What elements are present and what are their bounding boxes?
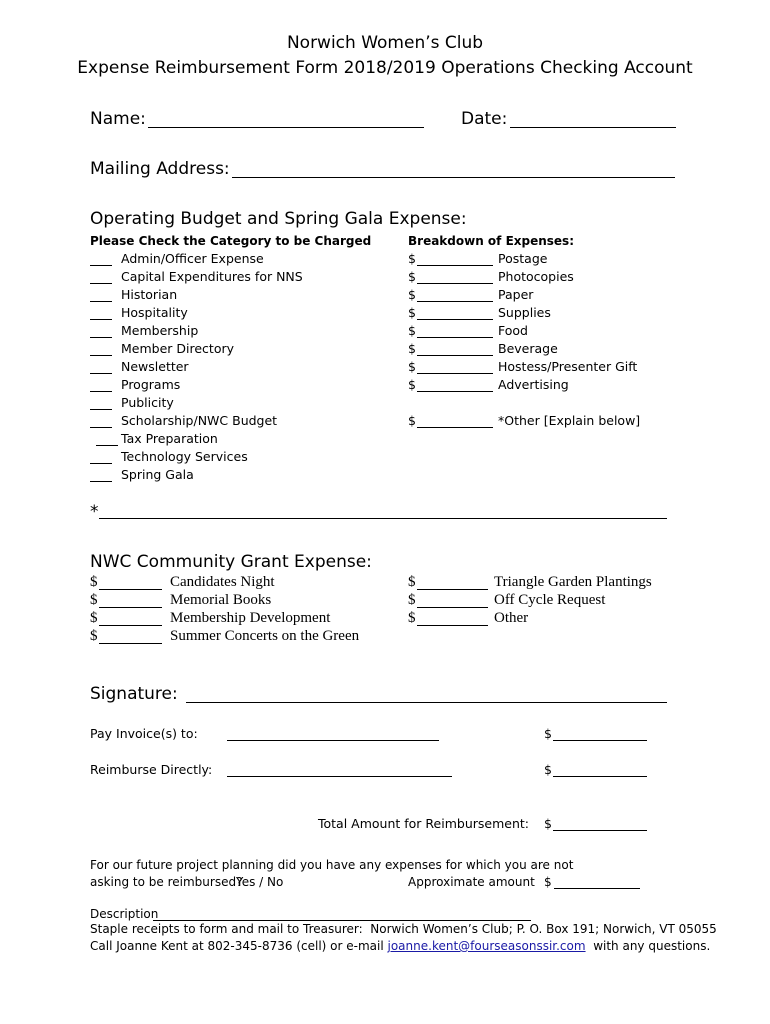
grant-item-label: Candidates Night	[170, 574, 275, 590]
date-label: Date:	[461, 109, 508, 129]
dollar-sign: $	[408, 323, 416, 338]
grant-amount-field[interactable]	[99, 589, 162, 590]
category-checkbox[interactable]	[90, 355, 112, 356]
grant-amount-field[interactable]	[417, 607, 488, 608]
reimburse-amount-field[interactable]	[553, 776, 647, 777]
dollar-sign: $	[90, 610, 98, 626]
dollar-sign: $	[408, 359, 416, 374]
category-checkbox[interactable]	[90, 373, 112, 374]
category-label: Technology Services	[121, 449, 248, 464]
approx-amount-label: Approximate amount	[408, 875, 535, 889]
contact-suffix: with any questions.	[593, 939, 711, 953]
reimburse-directly-label: Reimburse Directly:	[90, 762, 213, 777]
category-label: Hospitality	[121, 305, 188, 320]
category-checkbox[interactable]	[90, 283, 112, 284]
breakdown-label: Postage	[498, 251, 548, 266]
pay-invoice-field[interactable]	[227, 740, 439, 741]
date-field[interactable]	[510, 127, 676, 128]
category-label: Publicity	[121, 395, 174, 410]
dollar-sign: $	[408, 287, 416, 302]
yes-no-choice[interactable]: Yes / No	[236, 875, 284, 889]
breakdown-label: Supplies	[498, 305, 551, 320]
approx-amount-field[interactable]	[554, 888, 640, 889]
dollar-sign: $	[544, 816, 552, 831]
dollar-sign: $	[408, 377, 416, 392]
category-label: Historian	[121, 287, 178, 302]
asterisk: *	[90, 502, 99, 522]
grant-item-label: Memorial Books	[170, 592, 272, 608]
dollar-sign: $	[408, 574, 416, 590]
breakdown-amount-field[interactable]	[417, 283, 493, 284]
breakdown-amount-field[interactable]	[417, 373, 493, 374]
breakdown-amount-field[interactable]	[417, 301, 493, 302]
dollar-sign: $	[544, 726, 552, 741]
breakdown-heading: Breakdown of Expenses:	[408, 234, 574, 248]
breakdown-label: Photocopies	[498, 269, 574, 284]
grant-item-label: Other	[494, 610, 529, 626]
breakdown-amount-field[interactable]	[417, 319, 493, 320]
grant-item-label: Membership Development	[170, 610, 331, 626]
contact-text: Call Joanne Kent at 802-345-8736 (cell) or e-mail	[90, 939, 384, 953]
pay-invoice-label: Pay Invoice(s) to:	[90, 726, 198, 741]
category-label: Capital Expenditures for NNS	[121, 269, 303, 284]
grant-item-label: Triangle Garden Plantings	[494, 574, 652, 590]
dollar-sign: $	[408, 269, 416, 284]
category-label: Scholarship/NWC Budget	[121, 413, 278, 428]
grant-amount-field[interactable]	[99, 643, 162, 644]
category-label: Programs	[121, 377, 181, 392]
breakdown-amount-field[interactable]	[417, 355, 493, 356]
category-checkbox[interactable]	[90, 301, 112, 302]
category-checkbox[interactable]	[90, 427, 112, 428]
category-checkbox[interactable]	[90, 481, 112, 482]
signature-field[interactable]	[186, 702, 667, 703]
grant-amount-field[interactable]	[417, 625, 488, 626]
address-label: Mailing Address:	[90, 159, 230, 179]
grant-item-label: Off Cycle Request	[494, 592, 606, 608]
dollar-sign: $	[408, 610, 416, 626]
question-line-2: asking to be reimbursed?	[90, 875, 243, 889]
breakdown-label: Paper	[498, 287, 534, 302]
category-checkbox[interactable]	[96, 445, 118, 446]
dollar-sign: $	[408, 592, 416, 608]
description-label: Description	[90, 907, 159, 921]
other-amount-field[interactable]	[417, 427, 493, 428]
form-subtitle: Expense Reimbursement Form 2018/2019 Operations Checking Account	[77, 58, 693, 78]
contact-line	[90, 939, 710, 953]
category-checkbox[interactable]	[90, 391, 112, 392]
dollar-sign: $	[90, 592, 98, 608]
org-title: Norwich Women’s Club	[286, 33, 484, 53]
dollar-sign: $	[544, 762, 552, 777]
category-checkbox[interactable]	[90, 265, 112, 266]
category-checkbox[interactable]	[90, 319, 112, 320]
grant-amount-field[interactable]	[99, 625, 162, 626]
category-heading: Please Check the Category to be Charged	[90, 234, 372, 248]
signature-label: Signature:	[90, 684, 178, 704]
total-label: Total Amount for Reimbursement:	[318, 816, 529, 831]
breakdown-amount-field[interactable]	[417, 391, 493, 392]
description-field[interactable]	[153, 920, 531, 921]
category-label: Tax Preparation	[121, 431, 218, 446]
category-label: Newsletter	[121, 359, 189, 374]
dollar-sign: $	[544, 875, 552, 889]
name-label: Name:	[90, 109, 146, 129]
dollar-sign: $	[408, 341, 416, 356]
question-line-1: For our future project planning did you have any expenses for which you are not	[90, 858, 574, 872]
category-label: Member Directory	[121, 341, 235, 356]
reimburse-directly-field[interactable]	[227, 776, 452, 777]
other-item-label: *Other [Explain below]	[498, 413, 641, 428]
dollar-sign: $	[90, 574, 98, 590]
breakdown-amount-field[interactable]	[417, 265, 493, 266]
breakdown-label: Hostess/Presenter Gift	[498, 359, 638, 374]
dollar-sign: $	[90, 628, 98, 644]
breakdown-label: Advertising	[498, 377, 569, 392]
dollar-sign: $	[408, 251, 416, 266]
address-field[interactable]	[232, 177, 675, 178]
staple-instructions: Staple receipts to form and mail to Treasurer: Norwich Women’s Club; P. O. Box 191; Norwich, VT 05055	[90, 922, 717, 936]
other-explanation-field[interactable]	[99, 518, 667, 519]
dollar-sign: $	[408, 413, 416, 428]
dollar-sign: $	[408, 305, 416, 320]
grant-amount-field[interactable]	[417, 589, 488, 590]
email-link[interactable]: joanne.kent@fourseasonssir.com	[387, 939, 586, 953]
grant-item-label: Summer Concerts on the Green	[170, 628, 360, 644]
breakdown-label: Beverage	[498, 341, 558, 356]
category-label: Membership	[121, 323, 199, 338]
name-field[interactable]	[148, 127, 424, 128]
category-label: Admin/Officer Expense	[121, 251, 264, 266]
operating-heading: Operating Budget and Spring Gala Expense:	[90, 209, 467, 229]
breakdown-label: Food	[498, 323, 528, 338]
grant-amount-field[interactable]	[99, 607, 162, 608]
grant-heading: NWC Community Grant Expense:	[90, 552, 372, 572]
total-amount-field[interactable]	[553, 830, 647, 831]
category-checkbox[interactable]	[90, 409, 112, 410]
pay-invoice-amount-field[interactable]	[553, 740, 647, 741]
category-checkbox[interactable]	[90, 463, 112, 464]
category-checkbox[interactable]	[90, 337, 112, 338]
category-label: Spring Gala	[121, 467, 194, 482]
breakdown-amount-field[interactable]	[417, 337, 493, 338]
